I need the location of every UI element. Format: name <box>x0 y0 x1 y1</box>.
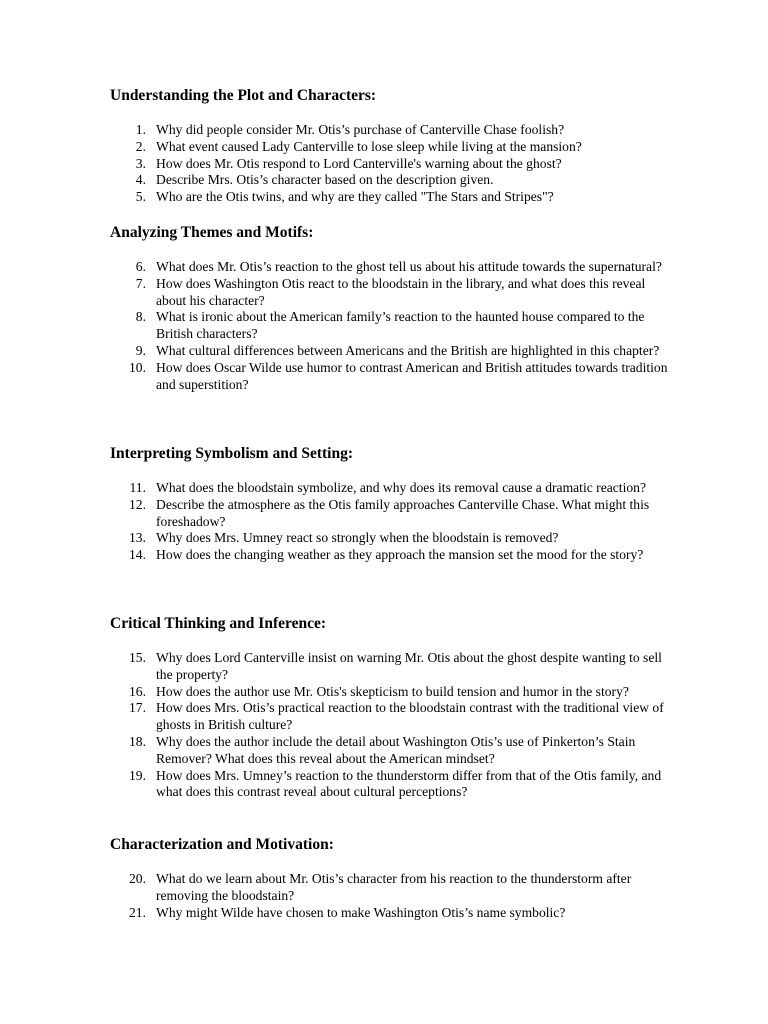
section-heading: Characterization and Motivation: <box>110 836 334 853</box>
question-number: 3. <box>135 155 146 171</box>
question-number: 18. <box>129 733 146 749</box>
question-item <box>110 172 670 189</box>
question-number: 14. <box>129 547 146 563</box>
question-list <box>110 871 670 921</box>
question-text: Why might Wilde have chosen to make Washington Otis’s name symbolic? <box>156 904 566 920</box>
question-number: 9. <box>135 342 146 358</box>
question-list <box>110 259 670 393</box>
question-item <box>110 497 670 531</box>
section-heading: Analyzing Themes and Motifs: <box>110 224 314 241</box>
question-text: What event caused Lady Canterville to lose sleep while living at the mansion? <box>156 138 582 154</box>
question-text: Describe Mrs. Otis’s character based on the description given. <box>156 172 494 188</box>
question-item <box>110 768 670 802</box>
question-text: Why does Mrs. Umney react so strongly when the bloodstain is removed? <box>156 530 559 546</box>
question-text: Describe the atmosphere as the Otis family approaches Canterville Chase. What might this foreshadow? <box>156 496 650 529</box>
question-text: What does Mr. Otis’s reaction to the ghost tell us about his attitude towards the supernatural? <box>156 259 662 274</box>
section-plot-characters <box>110 86 670 206</box>
question-item <box>110 480 670 497</box>
question-text: What is ironic about the American family’s reaction to the haunted house compared to the British characters? <box>156 309 645 342</box>
question-list <box>110 480 670 564</box>
question-text: How does Mrs. Umney’s reaction to the thunderstorm differ from that of the Otis family, and what does this contrast reveal about cultural perceptions? <box>156 767 662 800</box>
section-themes-motifs <box>110 223 670 393</box>
question-text: How does Oscar Wilde use humor to contrast American and British attitudes towards tradition and superstition? <box>156 359 668 392</box>
question-item <box>110 343 670 360</box>
question-number: 1. <box>135 122 146 137</box>
question-number: 19. <box>129 767 146 783</box>
section-symbolism-setting <box>110 444 670 564</box>
question-number: 11. <box>129 480 146 495</box>
question-item <box>110 530 670 547</box>
question-text: Why does Lord Canterville insist on warning Mr. Otis about the ghost despite wanting to sell the property? <box>156 650 662 682</box>
question-number: 20. <box>129 871 146 886</box>
question-item <box>110 259 670 276</box>
question-list <box>110 122 670 206</box>
question-item <box>110 122 670 139</box>
section-characterization-motivation <box>110 835 670 921</box>
question-number: 17. <box>129 700 146 716</box>
question-number: 5. <box>135 189 146 205</box>
question-number: 21. <box>129 904 146 920</box>
question-item <box>110 360 670 394</box>
question-number: 2. <box>135 138 146 154</box>
question-item <box>110 700 670 734</box>
question-list <box>110 650 670 801</box>
question-number: 4. <box>135 172 146 188</box>
question-number: 6. <box>135 259 146 274</box>
question-text: How does Washington Otis react to the bloodstain in the library, and what does this reveal about his character? <box>156 275 646 308</box>
question-text: What cultural differences between Americans and the British are highlighted in this chapter? <box>156 342 660 358</box>
question-item <box>110 156 670 173</box>
question-item <box>110 547 670 564</box>
question-text: Why does the author include the detail about Washington Otis’s use of Pinkerton’s Stain Remover? What does this reveal about the American mindset? <box>156 733 636 766</box>
question-number: 16. <box>129 683 146 699</box>
question-text: Who are the Otis twins, and why are they called "The Stars and Stripes"? <box>156 189 554 205</box>
question-item <box>110 905 670 922</box>
question-number: 12. <box>129 496 146 512</box>
question-text: How does Mrs. Otis’s practical reaction to the bloodstain contrast with the traditional view of ghosts in British culture? <box>156 700 664 733</box>
section-heading: Understanding the Plot and Characters: <box>110 87 377 104</box>
question-item <box>110 139 670 156</box>
question-item <box>110 684 670 701</box>
question-number: 13. <box>129 530 146 546</box>
question-number: 7. <box>135 275 146 291</box>
question-item <box>110 276 670 310</box>
section-heading: Critical Thinking and Inference: <box>110 615 327 632</box>
section-heading: Interpreting Symbolism and Setting: <box>110 445 353 462</box>
question-item <box>110 871 670 905</box>
question-text: Why did people consider Mr. Otis’s purchase of Canterville Chase foolish? <box>156 122 565 137</box>
question-text: How does the author use Mr. Otis's skepticism to build tension and humor in the story? <box>156 683 629 699</box>
question-number: 15. <box>129 650 146 665</box>
question-text: How does the changing weather as they approach the mansion set the mood for the story? <box>156 547 644 563</box>
question-number: 8. <box>135 309 146 325</box>
section-critical-thinking <box>110 614 670 801</box>
question-item <box>110 734 670 768</box>
question-item <box>110 309 670 343</box>
question-text: How does Mr. Otis respond to Lord Canterville's warning about the ghost? <box>156 155 562 171</box>
question-item <box>110 189 670 206</box>
question-item <box>110 650 670 684</box>
question-text: What do we learn about Mr. Otis’s character from his reaction to the thunderstorm after removing the bloodstain? <box>156 871 632 903</box>
question-text: What does the bloodstain symbolize, and why does its removal cause a dramatic reaction? <box>156 480 646 495</box>
question-number: 10. <box>129 359 146 375</box>
